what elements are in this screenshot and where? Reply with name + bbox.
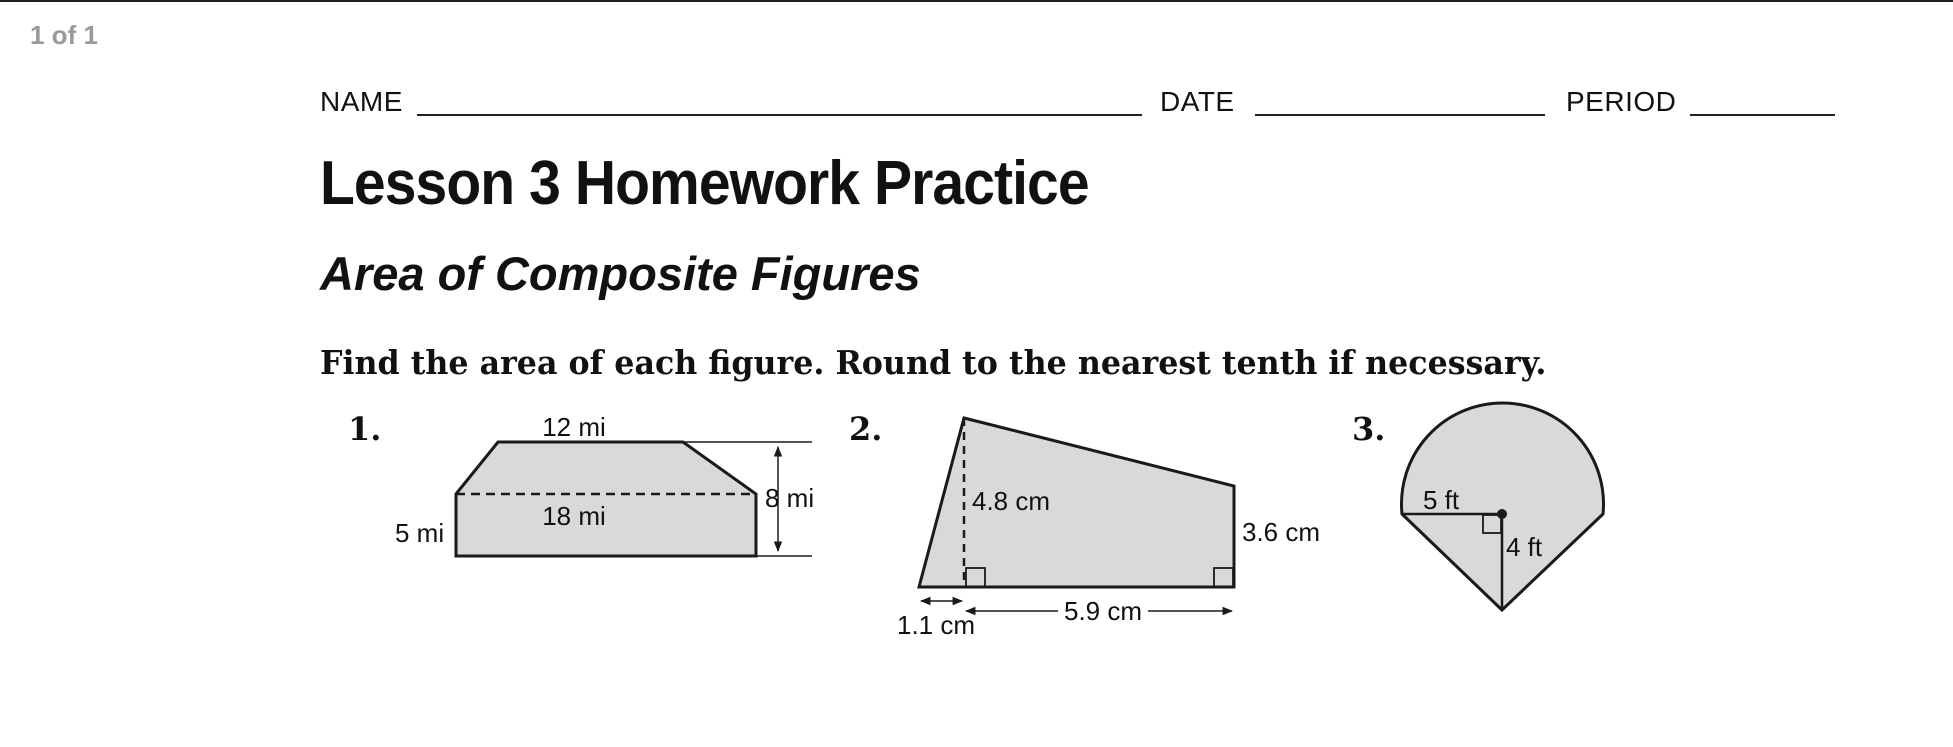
fig1-label-middle: 18 mi (542, 501, 606, 531)
figure-1-trapezoid-rectangle (395, 412, 814, 556)
fig2-label-height: 4.8 cm (972, 486, 1051, 516)
page-title: Lesson 3 Homework Practice (320, 149, 1089, 218)
period-label: PERIOD (1566, 86, 1677, 117)
problem-3-number: 3. (1352, 410, 1386, 448)
fig2-label-right: 3.6 cm (1242, 517, 1321, 547)
instructions: Find the area of each figure. Round to the nearest tenth if necessary. (320, 343, 1547, 382)
name-label: NAME (320, 86, 403, 117)
fig1-label-top: 12 mi (542, 412, 606, 442)
figure-3-semicircle-triangle (1402, 403, 1604, 610)
fig2-label-bottom-left: 1.1 cm (897, 610, 976, 640)
date-label: DATE (1160, 86, 1235, 117)
fig3-label-radius: 5 ft (1423, 485, 1460, 515)
page-indicator: 1 of 1 (30, 20, 98, 50)
fig1-label-left: 5 mi (395, 518, 445, 548)
fig1-label-right: 8 mi (765, 483, 815, 513)
problem-2-number: 2. (849, 410, 883, 448)
problem-1-number: 1. (348, 410, 382, 448)
page-subtitle: Area of Composite Figures (320, 247, 921, 300)
fig2-label-bottom: 5.9 cm (1064, 596, 1143, 626)
fig3-label-height: 4 ft (1506, 532, 1543, 562)
figure-2-composite-trapezoid (897, 418, 1320, 640)
